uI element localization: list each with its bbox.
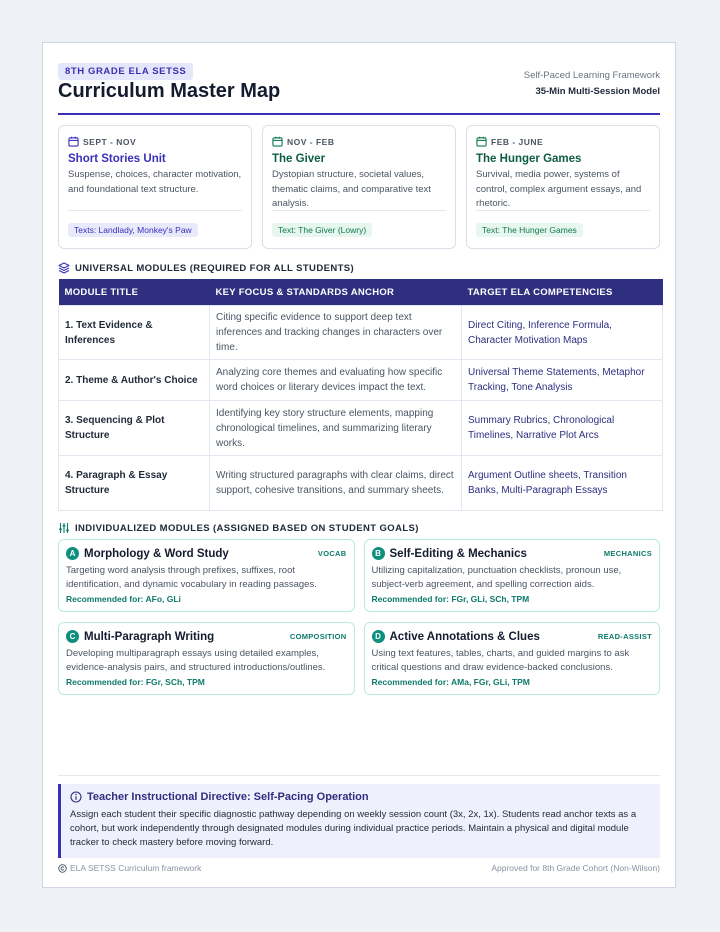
texts-pill: Text: The Giver (Lowry)	[272, 223, 372, 237]
column-header: TARGET ELA COMPETENCIES	[462, 279, 663, 306]
module-card-title: Morphology & Word Study	[84, 547, 229, 560]
table-row	[59, 456, 663, 511]
term-title: Short Stories Unit	[68, 153, 166, 165]
layers-icon	[58, 262, 70, 274]
module-card-title: Self-Editing & Mechanics	[389, 547, 527, 560]
module-recommendation: Recommended for: AMa, FGr, GLi, TPM	[371, 677, 530, 687]
module-letter-badge: D	[372, 630, 385, 643]
module-recommendation: Recommended for: AFo, GLi	[66, 594, 181, 604]
directive-title	[70, 791, 652, 803]
module-focus: Writing structured paragraphs with clear claims, direct support, cohesive transitions, and summary sheets.	[210, 456, 462, 511]
module-competencies: Direct Citing, Inference Formula, Character Motivation Maps	[462, 306, 663, 360]
term-card	[262, 125, 456, 249]
column-header: MODULE TITLE	[59, 279, 210, 306]
module-focus: Citing specific evidence to support deep text inferences and tracking changes in characters over time.	[210, 306, 462, 360]
term-footer	[476, 210, 650, 238]
copyright-icon	[58, 864, 67, 873]
term-date	[476, 136, 650, 147]
individualized-heading-label: INDIVIDUALIZED MODULES (ASSIGNED BASED ON STUDENT GOALS)	[75, 522, 419, 534]
module-tag: COMPOSITION	[289, 632, 347, 641]
grade-badge: 8TH GRADE ELA SETSS	[58, 63, 193, 80]
table-row	[59, 360, 663, 401]
header-meta	[524, 70, 660, 97]
module-card-description: Utilizing capitalization, punctuation checklists, pronoun use, subject-verb agreement, and spelling correction aids.	[371, 565, 622, 590]
module-card	[364, 622, 661, 695]
universal-modules-table	[58, 279, 663, 511]
header-rule	[58, 113, 660, 115]
module-card-description: Using text features, tables, charts, and guided margins to ask critical questions and draw evidence-backed conclusions.	[371, 648, 630, 673]
module-focus: Analyzing core themes and evaluating how specific word choices or literary devices impact the text.	[210, 360, 462, 401]
universal-heading	[58, 262, 354, 274]
module-title: 3. Sequencing & Plot Structure	[59, 401, 210, 456]
page-footer	[58, 863, 660, 873]
term-date-label: NOV - FEB	[287, 136, 335, 147]
module-card-description: Developing multiparagraph essays using detailed examples, evidence-analysis pairs, and structured introductions/outlines.	[66, 648, 326, 673]
info-icon	[70, 791, 82, 803]
calendar-icon	[68, 136, 79, 147]
module-focus: Identifying key story structure elements, mapping chronological timelines, and summarizing literary works.	[210, 401, 462, 456]
footer-left-text: ELA SETSS Curriculum framework	[70, 863, 202, 873]
calendar-icon	[272, 136, 283, 147]
universal-heading-label: UNIVERSAL MODULES (REQUIRED FOR ALL STUDENTS)	[75, 262, 355, 274]
module-card	[364, 539, 661, 612]
texts-pill: Texts: Landlady, Monkey's Paw	[68, 223, 198, 237]
module-card-description: Targeting word analysis through prefixes, suffixes, root identification, and dynamic vocabulary in reading passages.	[66, 565, 317, 590]
module-tag: READ-ASSIST	[597, 632, 652, 641]
module-competencies: Universal Theme Statements, Metaphor Tracking, Tone Analysis	[462, 360, 663, 401]
term-date	[272, 136, 446, 147]
directive-body: Assign each student their specific diagnostic pathway depending on weekly session count (3x, 2x, 1x). Students read anchor texts as a cohort, but work independently through designated modules during individual practice periods. Maintain a physical and digital module tracker to check mastery before moving forward.	[70, 809, 637, 848]
module-card-title: Multi-Paragraph Writing	[84, 630, 215, 643]
individualized-modules	[58, 539, 660, 695]
module-title: 4. Paragraph & Essay Structure	[59, 456, 210, 511]
term-footer	[272, 210, 446, 238]
module-card	[58, 539, 355, 612]
module-letter-badge: B	[372, 547, 385, 560]
module-recommendation: Recommended for: FGr, SCh, TPM	[66, 677, 205, 687]
column-header: KEY FOCUS & STANDARDS ANCHOR	[210, 279, 462, 306]
table-row	[59, 401, 663, 456]
sliders-icon	[58, 522, 70, 534]
footer-left	[58, 863, 201, 873]
directive-title-text: Teacher Instructional Directive: Self-Pacing Operation	[87, 791, 369, 803]
section-divider	[58, 775, 660, 776]
term-footer	[68, 210, 242, 238]
teacher-directive	[58, 784, 660, 858]
table-header-row	[59, 279, 663, 306]
module-title: 1. Text Evidence & Inferences	[59, 306, 210, 360]
module-title: 2. Theme & Author's Choice	[59, 360, 210, 401]
term-description: Suspense, choices, character motivation, and foundational text structure.	[68, 169, 242, 195]
table-row	[59, 306, 663, 360]
module-tag: VOCAB	[317, 549, 347, 558]
term-title: The Giver	[272, 153, 326, 165]
term-description: Survival, media power, systems of control, complex argument essays, and rhetoric.	[476, 169, 642, 209]
term-date-label: FEB - JUNE	[491, 136, 544, 147]
term-title: The Hunger Games	[476, 153, 582, 165]
term-card	[58, 125, 252, 249]
footer-right-text: Approved for 8th Grade Cohort (Non-Wilson)	[491, 863, 660, 873]
page-title: Curriculum Master Map	[58, 80, 281, 102]
framework-subtitle: Self-Paced Learning Framework	[523, 70, 660, 81]
module-card	[58, 622, 355, 695]
term-cards	[58, 125, 660, 249]
module-competencies: Summary Rubrics, Chronological Timelines, Narrative Plot Arcs	[462, 401, 663, 456]
term-card	[466, 125, 660, 249]
curriculum-page	[42, 42, 676, 888]
module-competencies: Argument Outline sheets, Transition Banks, Multi-Paragraph Essays	[462, 456, 663, 511]
module-letter-badge: A	[66, 547, 79, 560]
term-date-label: SEPT - NOV	[83, 136, 137, 147]
module-recommendation: Recommended for: FGr, GLi, SCh, TPM	[371, 594, 530, 604]
module-letter-badge: C	[66, 630, 79, 643]
calendar-icon	[476, 136, 487, 147]
module-card-title: Active Annotations & Clues	[389, 630, 540, 643]
texts-pill: Text: The Hunger Games	[476, 223, 583, 237]
module-tag: MECHANICS	[603, 549, 652, 558]
individualized-heading	[58, 522, 419, 534]
term-description: Dystopian structure, societal values, thematic claims, and comparative text analysis.	[272, 169, 431, 209]
session-model: 35-Min Multi-Session Model	[535, 86, 660, 97]
term-date	[68, 136, 242, 147]
